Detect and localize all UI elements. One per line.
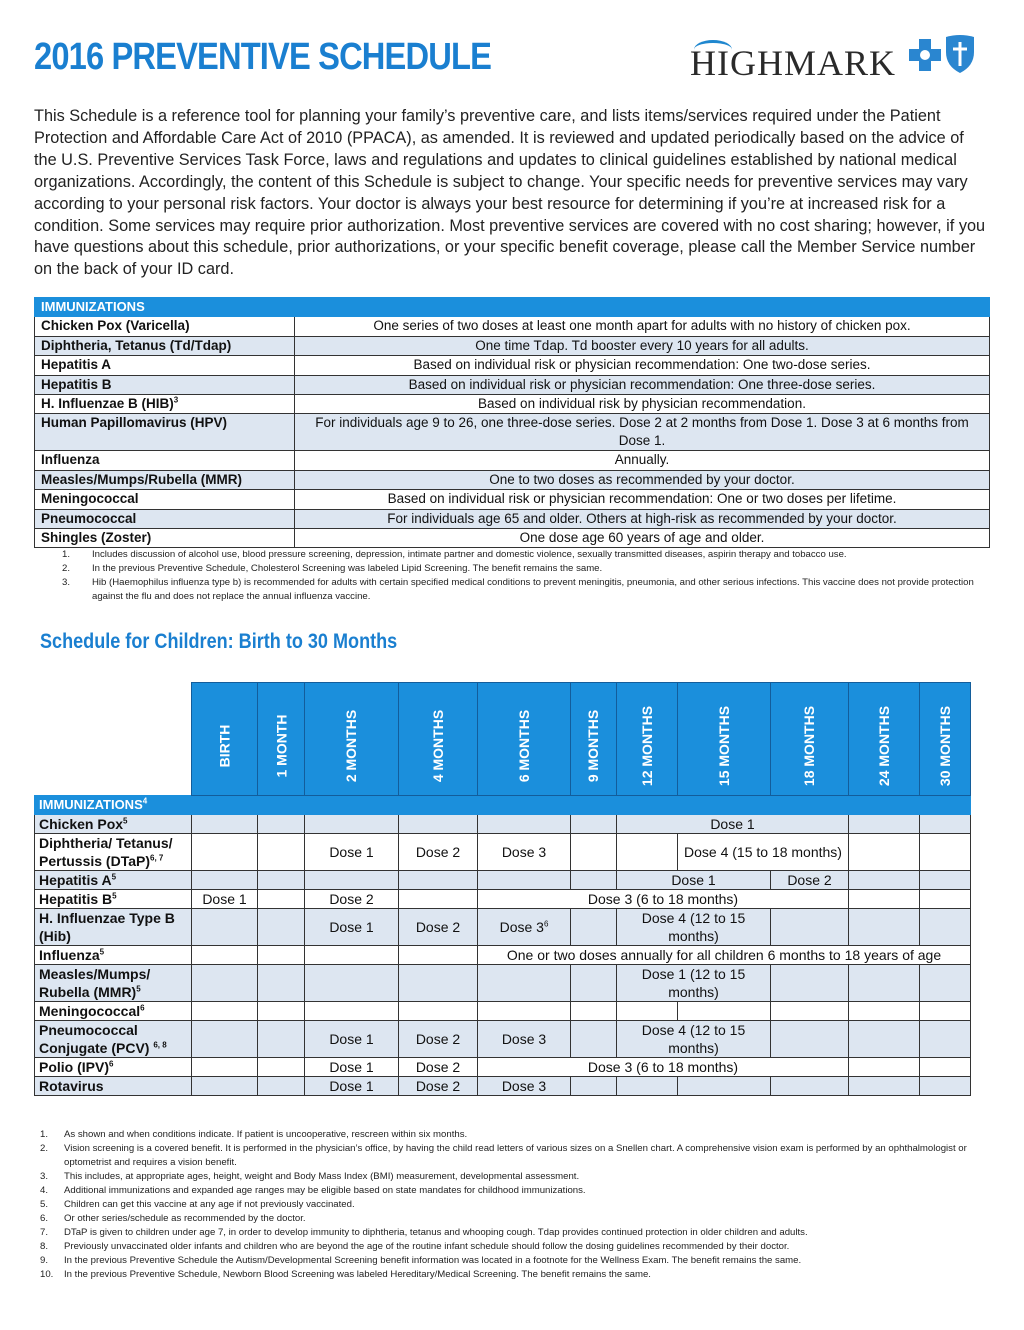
age-header: 30 MONTHS <box>920 683 971 796</box>
empty-cell <box>305 965 399 1002</box>
age-header: 24 MONTHS <box>849 683 920 796</box>
age-header: 1 MONTH <box>258 683 305 796</box>
empty-cell <box>258 871 305 890</box>
empty-cell <box>258 1077 305 1096</box>
dose-cell: Dose 3 <box>478 834 571 871</box>
empty-cell <box>192 1058 258 1077</box>
footnote: 5. Children can get this vaccine at any age if not previously vaccinated. <box>40 1199 355 1210</box>
empty-cell <box>478 815 571 834</box>
empty-cell <box>920 1058 971 1077</box>
empty-cell <box>192 946 258 965</box>
dose-cell: Dose 3 (6 to 18 months) <box>478 1058 849 1077</box>
dose-cell: Dose 1 <box>192 890 258 909</box>
empty-cell <box>305 871 399 890</box>
dose-cell: Dose 1 <box>617 871 771 890</box>
dose-cell: Dose 3 (6 to 18 months) <box>478 890 849 909</box>
vaccine-name: Rotavirus <box>35 1077 192 1096</box>
empty-cell <box>849 1077 920 1096</box>
empty-cell <box>849 909 920 946</box>
dose-cell: One or two doses annually for all children 6 months to 18 years of age <box>478 946 971 965</box>
vaccine-name: Influenza <box>35 451 295 470</box>
table-header-row <box>35 298 990 317</box>
vaccine-desc: For individuals age 9 to 26, one three-dose series. Dose 2 at 2 months from Dose 1. Dose 3 at 6 months from Dose 1. <box>295 414 990 451</box>
empty-cell <box>920 815 971 834</box>
table-row <box>35 965 971 1002</box>
table-row <box>35 871 971 890</box>
empty-cell <box>771 1002 849 1021</box>
empty-cell <box>399 890 478 909</box>
dose-cell: Dose 1 <box>305 1058 399 1077</box>
vaccine-name: Chicken Pox (Varicella) <box>35 317 295 336</box>
section-header: IMMUNIZATIONS <box>35 298 990 317</box>
dose-cell: Dose 2 <box>399 909 478 946</box>
empty-cell <box>305 815 399 834</box>
dose-cell: Dose 1 (12 to 15 months) <box>617 965 771 1002</box>
empty-cell <box>849 965 920 1002</box>
empty-cell <box>920 1002 971 1021</box>
vaccine-desc: One dose age 60 years of age and older. <box>295 528 990 547</box>
empty-cell <box>617 834 678 871</box>
dose-cell: Dose 1 <box>617 815 849 834</box>
table-row <box>35 890 971 909</box>
age-header: 6 MONTHS <box>478 683 571 796</box>
table-row <box>35 317 990 336</box>
empty-cell <box>192 909 258 946</box>
footnote: 7. DTaP is given to children under age 7, in order to develop immunity to diphtheria, tetanus and whooping cough. Tdap provides continued protection in older children and adults. <box>40 1227 808 1238</box>
vaccine-name: Pneumococcal <box>35 509 295 528</box>
empty-cell <box>849 1002 920 1021</box>
table-row <box>35 490 990 509</box>
vaccine-desc: Annually. <box>295 451 990 470</box>
table-row <box>35 909 971 946</box>
empty-cell <box>849 871 920 890</box>
empty-cell <box>678 1002 771 1021</box>
dose-cell: Dose 2 <box>399 834 478 871</box>
highmark-logo <box>690 30 990 90</box>
dose-cell: Dose 1 <box>305 1077 399 1096</box>
empty-cell <box>399 946 478 965</box>
table-row <box>35 1021 971 1058</box>
empty-cell <box>617 1077 678 1096</box>
dose-cell: Dose 2 <box>305 890 399 909</box>
vaccine-name: Diphtheria, Tetanus (Td/Tdap) <box>35 336 295 355</box>
empty-cell <box>258 909 305 946</box>
table-row <box>35 336 990 355</box>
table-header-row <box>35 796 971 815</box>
empty-cell <box>920 909 971 946</box>
table-row <box>35 1077 971 1096</box>
vaccine-name: Hepatitis $B^5$ <box>35 890 192 909</box>
empty-cell <box>920 890 971 909</box>
footnote: 8. Previously unvaccinated older infants and children who are beyond the age of the routine infant schedule should follow the dosing guidelines recommended by their doctor. <box>40 1241 790 1252</box>
table-row <box>35 509 990 528</box>
children-schedule-title: Schedule for Children: Birth to 30 Months <box>40 630 398 653</box>
empty-cell <box>771 909 849 946</box>
vaccine-name: Measles/Mumps/Rubella (MMR) <box>35 470 295 489</box>
vaccine-name: Human Papillomavirus (HPV) <box>35 414 295 451</box>
blue-cross-icon <box>908 38 942 72</box>
empty-cell <box>258 834 305 871</box>
table-row <box>35 470 990 489</box>
vaccine-desc: Based on individual risk or physician recommendation: One two-dose series. <box>295 356 990 375</box>
table-row <box>35 451 990 470</box>
children-immunizations-table <box>34 682 971 1096</box>
empty-cell <box>478 965 571 1002</box>
empty-cell <box>920 1077 971 1096</box>
empty-cell <box>571 1021 617 1058</box>
table-row <box>35 375 990 394</box>
empty-cell <box>678 1077 771 1096</box>
page-title: 2016 PREVENTIVE SCHEDULE <box>34 36 492 78</box>
age-header: 4 MONTHS <box>399 683 478 796</box>
age-header: BIRTH <box>192 683 258 796</box>
empty-cell <box>305 1002 399 1021</box>
vaccine-desc: Based on individual risk or physician recommendation: One or two doses per lifetime. <box>295 490 990 509</box>
vaccine-name: Hepatitis B <box>35 375 295 394</box>
vaccine-desc: Based on individual risk by physician recommendation. <box>295 394 990 413</box>
vaccine-desc: One to two doses as recommended by your doctor. <box>295 470 990 489</box>
vaccine-desc: One series of two doses at least one month apart for adults with no history of chicken pox. <box>295 317 990 336</box>
empty-cell <box>258 815 305 834</box>
empty-cell <box>571 1002 617 1021</box>
empty-cell <box>617 1002 678 1021</box>
footnote: 3. Hib (Haemophilus influenza type b) is recommended for adults with certain specified medical conditions to prevent meningitis, pneumonia, and other serious infections. This vaccine does not provide protection against the flu and does not replace the annual influenza vaccine. <box>62 577 974 602</box>
empty-cell <box>192 834 258 871</box>
empty-cell <box>258 965 305 1002</box>
blank-cell <box>35 683 192 796</box>
empty-cell <box>571 815 617 834</box>
footnote: 1. As shown and when conditions indicate. If patient is uncooperative, rescreen within six months. <box>40 1129 468 1140</box>
vaccine-name: Chicken Pox$^5$ <box>35 815 192 834</box>
empty-cell <box>571 1077 617 1096</box>
adult-immunizations-table <box>34 297 990 548</box>
vaccine-desc: One time Tdap. Td booster every 10 years for all adults. <box>295 336 990 355</box>
vaccine-name: Hepatitis $A^5$ <box>35 871 192 890</box>
empty-cell <box>305 946 399 965</box>
age-header: 2 MONTHS <box>305 683 399 796</box>
footnote: 1. Includes discussion of alcohol use, blood pressure screening, depression, intimate partner and domestic violence, sexually transmitted diseases, aspirin therapy and tobacco use. <box>62 549 847 560</box>
empty-cell <box>849 1021 920 1058</box>
age-header: 15 MONTHS <box>678 683 771 796</box>
vaccine-desc: Based on individual risk or physician recommendation: One three-dose series. <box>295 375 990 394</box>
empty-cell <box>849 834 920 871</box>
empty-cell <box>571 871 617 890</box>
vaccine-name: H. Influenzae Type B (Hib) <box>35 909 192 946</box>
dose-cell: Dose 3 <box>478 1077 571 1096</box>
vaccine-name: Pneumococcal Conjugate (PCV) $^{6, 8}$ <box>35 1021 192 1058</box>
table-row <box>35 1002 971 1021</box>
footnote: 3. This includes, at appropriate ages, height, weight and Body Mass Index (BMI) measurement, developmental assessment. <box>40 1171 580 1182</box>
vaccine-name: Polio (IPV)$^6$ <box>35 1058 192 1077</box>
age-header: 9 MONTHS <box>571 683 617 796</box>
empty-cell <box>478 1002 571 1021</box>
empty-cell <box>258 890 305 909</box>
empty-cell <box>478 871 571 890</box>
dose-cell: Dose 4 (15 to 18 months) <box>678 834 849 871</box>
vaccine-name: Hepatitis A <box>35 356 295 375</box>
dose-cell: Dose $3^6$ <box>478 909 571 946</box>
empty-cell <box>399 1002 478 1021</box>
footnote: 9. In the previous Preventive Schedule the Autism/Developmental Screening benefit information was located in a footnote for the Wellness Exam. The benefit remains the same. <box>40 1255 802 1266</box>
empty-cell <box>571 909 617 946</box>
empty-cell <box>192 815 258 834</box>
empty-cell <box>571 965 617 1002</box>
dose-cell: Dose 1 <box>305 834 399 871</box>
table-row <box>35 1058 971 1077</box>
empty-cell <box>399 871 478 890</box>
empty-cell <box>771 965 849 1002</box>
empty-cell <box>920 965 971 1002</box>
blue-shield-icon <box>944 34 976 74</box>
table-row <box>35 394 990 413</box>
dose-cell: Dose 1 <box>305 909 399 946</box>
empty-cell <box>258 1058 305 1077</box>
empty-cell <box>399 965 478 1002</box>
empty-cell <box>258 1021 305 1058</box>
dose-cell: Dose 2 <box>399 1058 478 1077</box>
dose-cell: Dose 2 <box>771 871 849 890</box>
footnote: 6. Or other series/schedule as recommended by the doctor. <box>40 1213 306 1224</box>
dose-cell: Dose 2 <box>399 1021 478 1058</box>
dose-cell: Dose 1 <box>305 1021 399 1058</box>
dose-cell: Dose 4 (12 to 15 months) <box>617 1021 771 1058</box>
empty-cell <box>849 815 920 834</box>
empty-cell <box>920 1021 971 1058</box>
vaccine-name: Meningococcal$^6$ <box>35 1002 192 1021</box>
footnote: 2. Vision screening is a covered benefit. It is performed in the physician’s office, by having the child read letters of various sizes on a Snellen chart. A comprehensive vision exam is performed by an ophthalmologist or optometrist and requires a vision benefit. <box>40 1143 967 1168</box>
table-row <box>35 528 990 547</box>
table-row <box>35 946 971 965</box>
age-header: 18 MONTHS <box>771 683 849 796</box>
footnote: 2. In the previous Preventive Schedule, Cholesterol Screening was labeled Lipid Screening. The benefit remains the same. <box>62 563 603 574</box>
empty-cell <box>192 1021 258 1058</box>
children-footnotes <box>34 1128 984 1282</box>
age-header: 12 MONTHS <box>617 683 678 796</box>
empty-cell <box>192 965 258 1002</box>
empty-cell <box>258 946 305 965</box>
empty-cell <box>258 1002 305 1021</box>
dose-cell: Dose 2 <box>399 1077 478 1096</box>
empty-cell <box>771 1077 849 1096</box>
empty-cell <box>920 871 971 890</box>
logo-wordmark: HIGHMARK <box>690 43 896 83</box>
empty-cell <box>849 1058 920 1077</box>
vaccine-name: Meningococcal <box>35 490 295 509</box>
vaccine-name: Diphtheria/ Tetanus/ Pertussis (DTaP)$^{6, 7}$ <box>35 834 192 871</box>
empty-cell <box>192 1002 258 1021</box>
empty-cell <box>399 815 478 834</box>
adult-footnotes <box>50 548 980 604</box>
table-row <box>35 356 990 375</box>
vaccine-desc: For individuals age 65 and older. Others at high-risk as recommended by your doctor. <box>295 509 990 528</box>
table-row <box>35 414 990 451</box>
vaccine-name: Measles/Mumps/ Rubella (MMR)$^5$ <box>35 965 192 1002</box>
dose-cell: Dose 3 <box>478 1021 571 1058</box>
empty-cell <box>571 834 617 871</box>
age-header-row <box>35 683 971 796</box>
table-row <box>35 834 971 871</box>
table-row <box>35 815 971 834</box>
vaccine-name: Shingles (Zoster) <box>35 528 295 547</box>
vaccine-name: Influenza$^5$ <box>35 946 192 965</box>
dose-cell: Dose 4 (12 to 15 months) <box>617 909 771 946</box>
footnote: 4. Additional immunizations and expanded age ranges may be eligible based on state mandates for childhood immunizations. <box>40 1185 586 1196</box>
empty-cell <box>192 1077 258 1096</box>
vaccine-name: H. Influenzae B (HIB)$^3$ <box>35 394 295 413</box>
section-header: IMMUNIZATIONS$^4$ <box>35 796 971 815</box>
empty-cell <box>849 890 920 909</box>
empty-cell <box>920 834 971 871</box>
empty-cell <box>771 1021 849 1058</box>
intro-paragraph: This Schedule is a reference tool for planning your family’s preventive care, and lists items/services required under the Patient Protection and Affordable Care Act of 2010 (PPACA), as amended. It is reviewed and updated periodically based on the advice of the U.S. Preventive Services Task Force, laws and regulations and updates to clinical guidelines established by national medical organizations. Accordingly, the content of this Schedule is subject to change. Your specific needs for preventive services may vary according to your personal risk factors. Your doctor is always your best resource for determining if you’re at increased risk for a condition. Some services may require prior authorization. Most preventive services are covered with no cost sharing; however, if you have questions about this schedule, prior authorizations, or your specific benefit coverage, please call the Member Service number on the back of your ID card. <box>34 107 986 279</box>
empty-cell <box>192 871 258 890</box>
footnote: 10. In the previous Preventive Schedule, Newborn Blood Screening was labeled Hereditary/Medical Screening. The benefit remains the same. <box>40 1269 651 1280</box>
